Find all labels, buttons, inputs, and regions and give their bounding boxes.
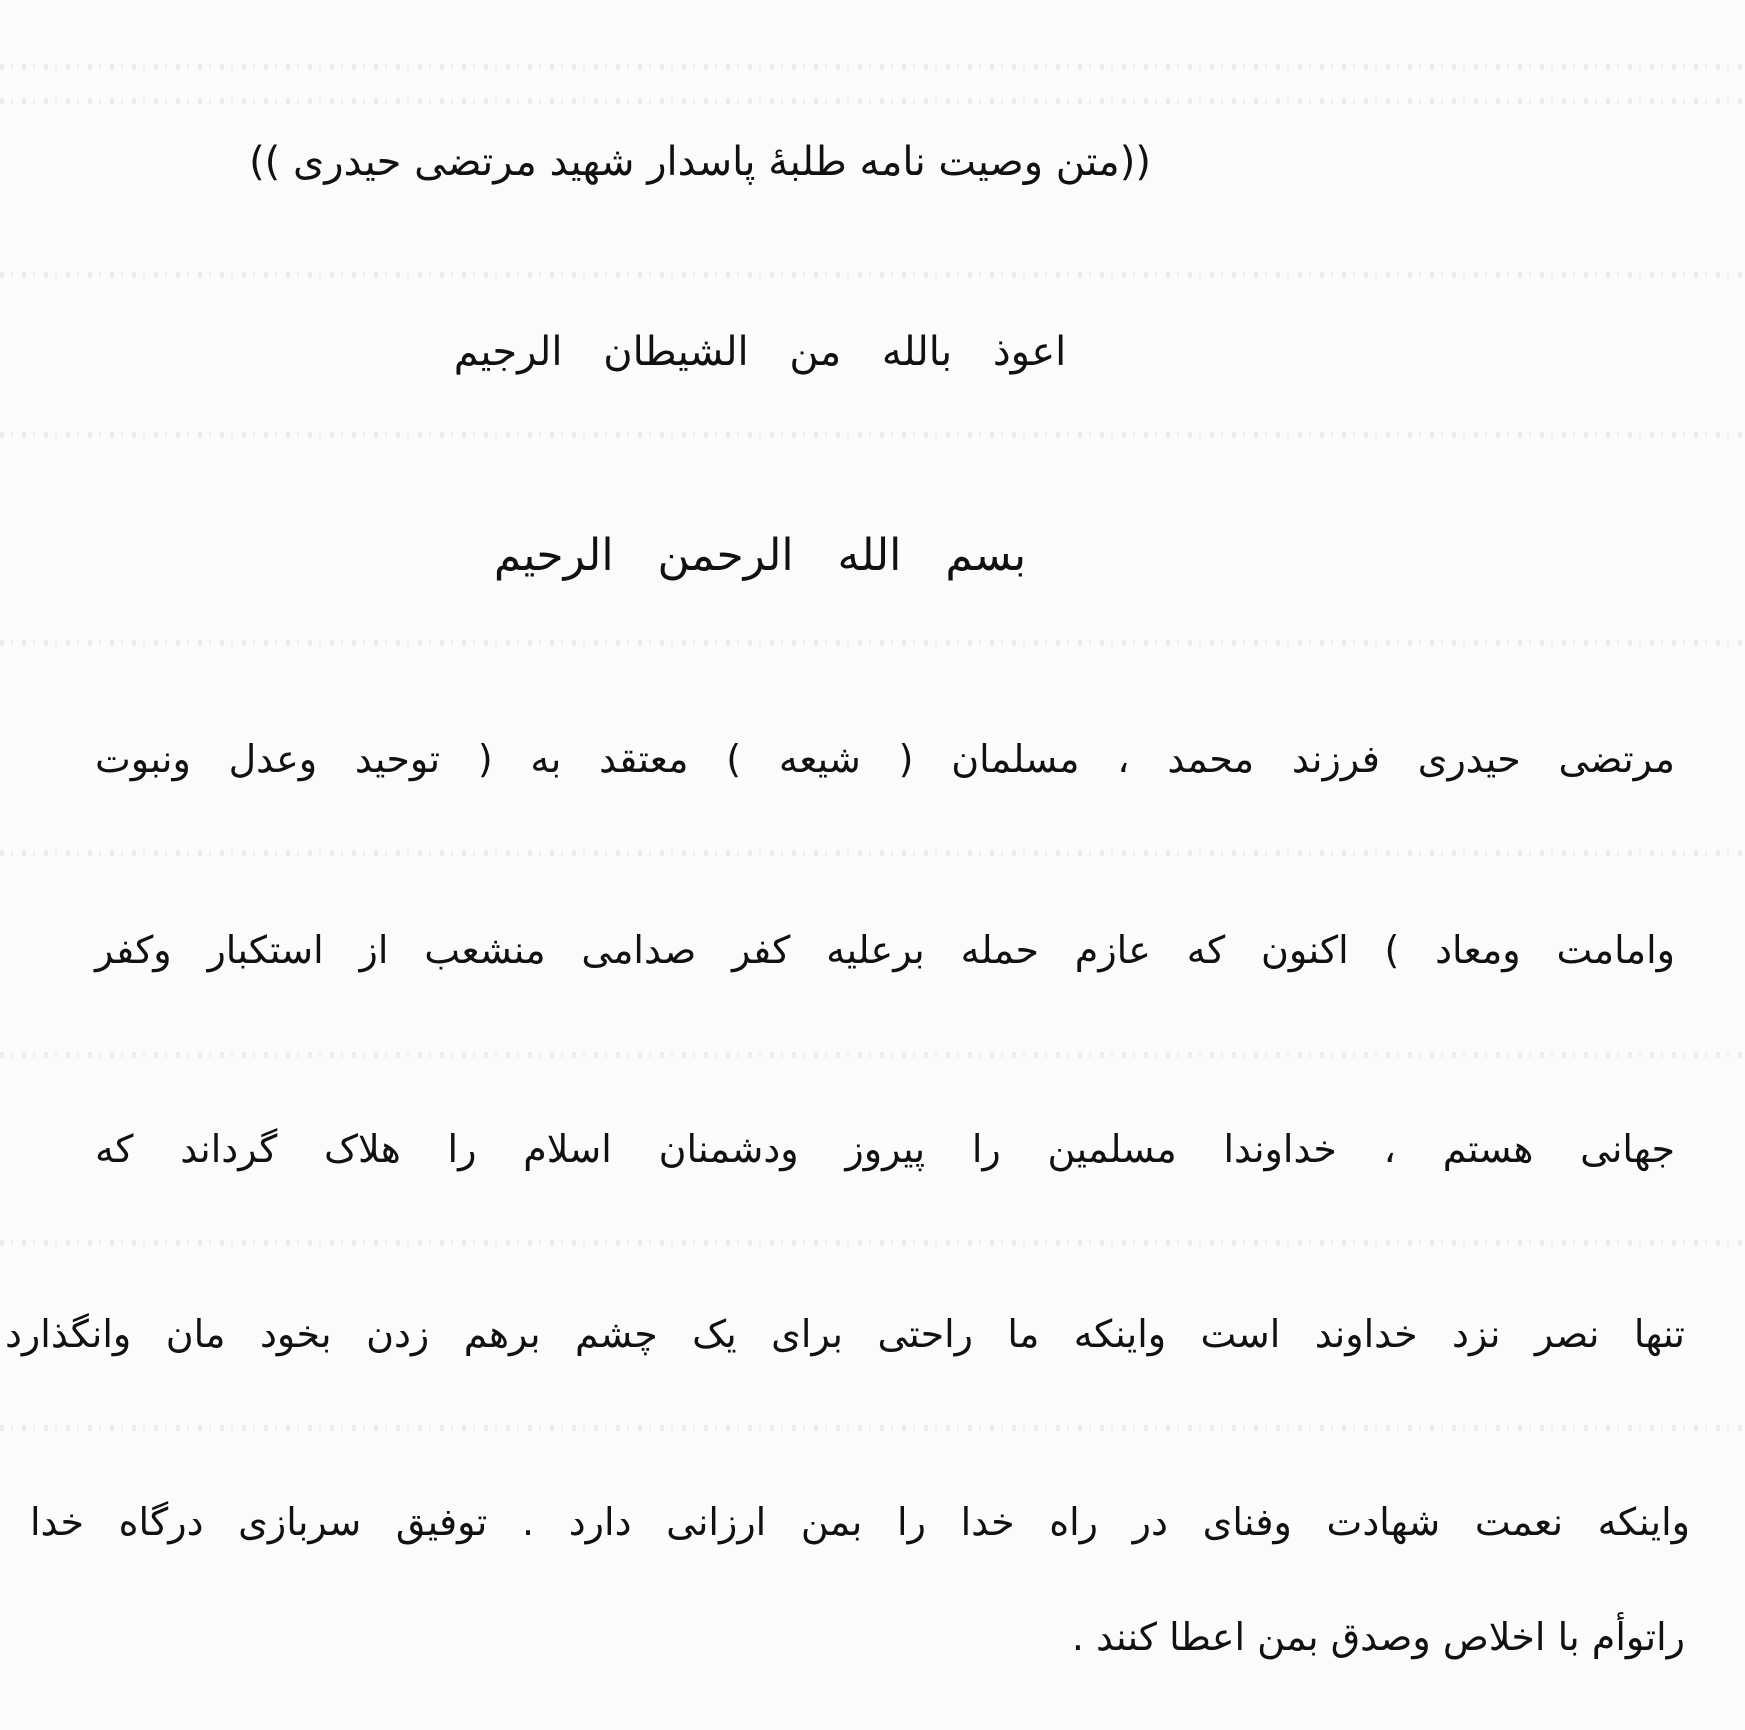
- show-through-noise: [0, 1052, 1745, 1058]
- show-through-noise: [0, 432, 1745, 438]
- document-title: ((متن وصیت نامه طلبهٔ پاسدار شهید مرتضی حیدری )): [249, 139, 1151, 185]
- show-through-noise: [0, 64, 1745, 70]
- basmala-heading: بسم الله الرحمن الرحیم: [493, 530, 1027, 581]
- body-line-5: واینکه نعمت شهادت وفنای در راه خدا را بمن ارزانی دارد . توفیق سربازی درگاه خدا: [30, 1500, 1690, 1544]
- show-through-noise: [0, 272, 1745, 278]
- body-line-6: راتوأم با اخلاص وصدق بمن اعطا کنند .: [1071, 1615, 1685, 1659]
- show-through-noise: [0, 850, 1745, 856]
- body-line-2: وامامت ومعاد ) اکنون که عازم حمله برعلیه کفر صدامی منشعب از استکبار وکفر: [95, 928, 1675, 972]
- body-line-4: تنها نصر نزد خداوند است واینکه ما راحتی برای یک چشم برهم زدن بخود مان وانگذارد: [5, 1312, 1685, 1356]
- show-through-noise: [0, 640, 1745, 646]
- show-through-noise: [0, 1240, 1745, 1246]
- show-through-noise: [0, 1425, 1745, 1431]
- audhu-heading: اعوذ بالله من الشیطان الرجیم: [453, 329, 1067, 375]
- body-line-3: جهانی هستم ، خداوندا مسلمین را پیروز ودشمنان اسلام را هلاک گرداند که: [95, 1127, 1675, 1171]
- show-through-noise: [0, 98, 1745, 104]
- body-line-1: مرتضی حیدری فرزند محمد ، مسلمان ( شیعه ) معتقد به ( توحید وعدل ونبوت: [95, 737, 1675, 781]
